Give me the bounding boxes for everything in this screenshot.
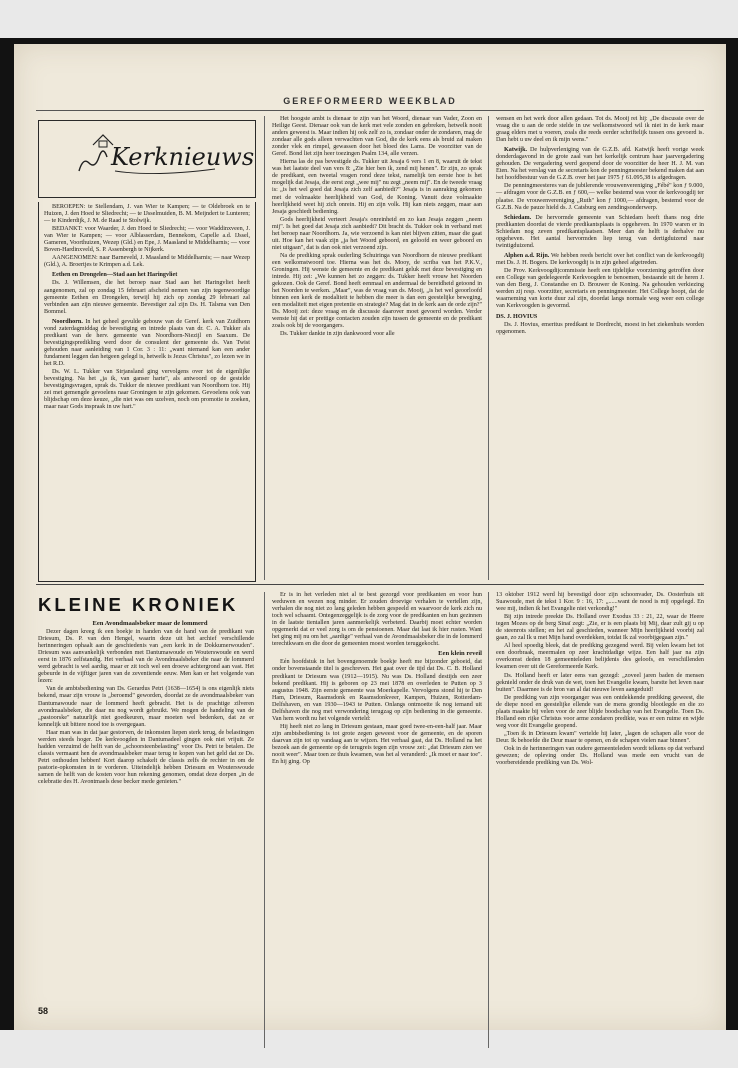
schiedam-text: De hervormde gemeente van Schiedam heeft thans nog drie predikanten doordat de vierde predikantsplaats is opgeheven. In 1970 waren er in Schiedam nog zeven predikantsplaatsen. Meer dan de helft is derhalve nu opgeheven. Het aantal hervormden liep terug van dertigduizend naar twintigduizend. xyxy=(496,214,704,249)
ordination-para-3: Gods heerlijkheid verteert Jesaja's onreinheid en zo kan Jesaja zeggen „neem mij". Is het goed dat Jesaja zich aanbiedt? Dit bracht ds. Tukker ook in verband met het beroep naar Noordhorn. Ja, wie verzoend is kan niet blijven zitten, maar die gaat uit. Hoe kan het vaak zijn „ja het Woord geboord, en geloofd en weer geboord en niet uitgaan", dat is dan ook niet verzoend zijn. xyxy=(272,216,482,251)
kroniek-para: Haar man was in dat jaar gestorven, de inkomsten liepen sterk terug, de belastingen werden steeds hoger. De kerkvoogden in Dantumadeel gingen ook niet vrijuit. Ze hadden verzuimd de helft van de „schoorsteenbelasting" voor Ds. Petri te betalen. De classis vermaant hen de avondmaalsbeker maar terug te kopen van het geld dat ze Ds. Petri onthouden hebben! Kort daarop schakelt de classis zelfs de rechter in om de pastorie-opkomsten in te vorderen. Uiteindelijk hebben Driesum en Wouterswoude samen de helft van de kosten voor hun rekening genomen, omdat deze dorpen „in de celebratie des H. Avontmaels dese becker mede genieten." xyxy=(38,729,254,786)
kroniek-para: Van de ambtsbediening van Ds. Gerardus Petri (1638—1654) is ons eigenlijk niets bekend, maar zijn vrouw is „beroemd" geworden, doordat ze de avondmaalsbeker van Dantumawoude naar de lommerd heeft gebracht. Het is de prachtige zilveren avondmaalsbeker, die daar nu nog wordt gebruikt. We mogen de handeling van de „pastoorske" natuurlijk niet goedkeuren, maar moeten wel bedenken, dat ze er kennelijk uit bittere nood toe is overgegaan. xyxy=(38,686,254,728)
hovius-heading: DS. J. HOVIUS xyxy=(496,314,538,321)
magazine-page xyxy=(14,44,726,1030)
beroepen-text: BEROEPEN: te Stellendam, J. van Wier te Kampen; — te Oldebroek en te Huizen, J. den Hoed te Sliedrecht; — te IJsselmuiden, B. M. Meijndert te Lunteren; — te Kinderdijk, J. M. de Raad te Stolwijk. xyxy=(44,204,250,225)
kerknieuws-column xyxy=(44,204,250,580)
eethen-text: Ds. J. Willemsen, die het beroep naar Stad aan het Haringvliet heeft aangenomen, zal op zondag 15 februari afscheid nemen van zijn tegenwoordige gemeente Eethen en Drongelen, terwijl hij zich op zondag 29 februari zal verbinden aan zijn nieuwe gemeente. Bevestiger zal zijn Ds. H. Talsma van Den Bommel. xyxy=(44,280,250,315)
hovius-text: Ds. J. Hovius, emeritus predikant te Dordrecht, moest in het ziekenhuis worden opgenomen. xyxy=(496,322,704,336)
katwijk-text: De hulpverleniging van de G.Z.B. afd. Katwijk heeft vorige week donderdagavond in de grote zaal van het kerkelijk centrum haar jaarvergadering gehouden. De vergadering werd geopend door de voorzitter de heer H. J. M. van Eten. Na het verslag van de secretaris kon de penningmeester bekend maken dat aan het hoofdbestuur van de G.Z.B. over het jaar 1975 ƒ 61.095,38 is afgedragen. xyxy=(496,147,704,182)
kroniek-para: Eén hoofdstuk in het bovengenoemde boekje heeft me bijzonder geboeid, dat onder bovenstaande titel is geschreven. Het gaat over de tijd dat Ds. C. B. Holland predikant te Driesum was (1912—1915). Nu was Ds. Holland destijds een zeer bekend predikant. Hij is geboren op 23 mei 1878 en overleden te Putten op 3 augustus 1948. Zijn eerste gemeente was Moerkapelle. Vervolgens stond hij te Den Ham, Driesum, Raamsdonk en Raamsdonkveer, Kampen, Huizen, Rotterdam-Delfshaven, en van 1930—1943 te Putten. Onlangs ontmoette ik nog iemand uit Delfshaven die nog met verwondering terugzag op zijn bediening in die gemeente. Van hem wordt nu het volgende verteld: xyxy=(272,659,482,722)
section-rule xyxy=(36,584,704,585)
ordination-column xyxy=(272,116,482,580)
kroniek-para: „Toen ik in Driesum kwam" vertelde hij later, „lagen de schapen alle voor de Deur. Ik behoefde die Deur maar te openen, en de schapen vielen naar binnen". xyxy=(496,730,704,744)
kroniek-para: De prediking van zijn voorganger was een ontdekkende prediking geweest, die de diepe nood en geestelijke ellende van de mens grondig blootlegde en die zo plaats maakte bij velen voor de zeer blijde boodschap van het Evangelie. Toen Ds. Holland een rijke Christus voor arme zondaren predikte, was er een ruime en wijde weg voor dit Evangelie geopend. xyxy=(496,694,704,729)
kroniek-para: 13 oktober 1912 werd hij bevestigd door zijn schoonvader, Ds. Oosterhuis uit Suawoude, met de tekst 1 Kor. 9 : 16, 17: „......want de nood is mij opgelegd. En wee mij, indien ik het Evangelie niet verkondig!" xyxy=(496,592,704,613)
ordination-para-2: Hierna las de pas bevestigde ds. Tukker uit Jesaja 6 vers 1 en 8, waaruit de tekst was het laatste deel van vers 8: „Zie hier ben ik, zend mij henen". Er zijn, zo sprak de predikant, een tweetal vragen rond deze tekst, namelijk ten eerste hoe is het mogelijk dat Jesaja, die eerst zegt „wee mij" nu zegt „neem mij". En de tweede vraag is: „is het wel goed dat Jesaja zich zelf aanbiedt?" Jesaja is in aanraking gekomen met de volmaakte heerlijkheid van God, de Koning. Vanuit deze volmaakte heerlijkheid weet hij zich onrein. Hij en zijn volk. Hij kan niets zeggen, maar aan Jesaja geschiedt bediening. xyxy=(272,159,482,215)
logo-text: Kerknieuws xyxy=(111,143,255,171)
kroniek-subtitle: Een Avondmaalsbeker maar de lommerd xyxy=(92,620,208,627)
alphen-text: We hebben reeds bericht over het conflict van de kerkvoogdij met Ds. J. H. Bogers. De kerkvoogdij is in zijn geheel afgetreden. xyxy=(496,252,704,266)
kroniek-para: Er is in het verleden niet al te best gezorgd voor predikanten en voor hun weduwen en wezen nog minder. Er zouden droevige verhalen te vertellen zijn, verhalen die nog niet zo lang geleden hebben gespeeld en waarvoor de kerk zich nu toch wel schaamt. Ontegenzeggelijk is de zorg voor de predikanten en hun gezinnen in de laatste tientallen jaren aanmerkelijk verbeterd. Daarbij moet echter worden opgemerkt dat er veel zorg is om de pensioenen. Maar dat laat ik hier rusten. Want het ging mij nu om het „aardige" verhaal van de Avondmaalsbeker die in de lommerd terechtkwam en die door de gemeenten moest worden teruggekocht. xyxy=(272,592,482,648)
mooij-reply-text: wensen en het werk door allen gedaan. Tot ds. Mooij rei hij: „De discussie over de vraag die u aan de orde stelde in uw welkomstwoord wil ik niet in de kerk maar graag elders met u voeren, zoals die reeds eerder schriftelijk tussen ons gevoerd is. Dan hebt u uw deel en ik mijn wens." xyxy=(496,116,704,144)
kroniek-para: Bij zijn intrede preekte Ds. Holland over Exodus 33 : 21, 22, waar de Heere tegen Mozes op de berg Sinaï zegt: „Zie, er is een plaats bij Mij, daar zult gij u op de steenrots stellen; en het zal geschieden, wanneer Mijn heerlijkheid voorbij zal gaan, zo zal Ik u met Mijn hand overdekken, totdat Ik zal voorbijgegaan zijn." xyxy=(496,614,704,642)
katwijk-text-2: De penningmeesteres van de jubilerende vrouwenvereniging „Fébé" kon ƒ 9.000,— afdragen voor de G.Z.B. en ƒ 600,— welke bestemd was voor de kerkvoogdij ter plaatse. De vrouwenvereniging „Ruth" kon ƒ 1000,— afdragen, bestemd voor de G.Z.B. Na de pauze hield ds. J. Catsburg een zendingsonderwerp. xyxy=(496,183,704,211)
running-title: GEREFORMEERD WEEKBLAD xyxy=(283,96,457,106)
column-divider xyxy=(264,592,265,1048)
column-divider xyxy=(264,116,265,580)
page-number: 58 xyxy=(38,1006,49,1016)
kerknieuws-logo-box xyxy=(38,120,256,198)
kroniek-title: KLEINE KRONIEK xyxy=(38,594,239,615)
alphen-heading: Alphen a.d. Rijn. xyxy=(504,252,550,259)
kroniek-column-3 xyxy=(496,592,704,1050)
bedankt-text: BEDANKT: voor Waarder, J. den Hoed te Sliedrecht; — voor Waddinxveen, J. van Wier te Kampen; — voor Alblasserdam, Bennekom, Capelle a.d. IJssel, Gameren, Voorthuizen, Wezep (Gld.) en Epe, J. Maasland te Middelharnis; — voor Boven-Hardinxveld, S. P. Assenbergh te Nijkerk. xyxy=(44,226,250,254)
katwijk-heading: Katwijk. xyxy=(504,147,528,154)
noordhorn-text: In het geheel gevulde gebouw van de Geref. kerk van Zuidhorn vond zaterdagmiddag de bevestiging en intrede plaats van dr. C. A. Tukker als predikant van de herv. gemeente van Noordhorn-Niezijl en Saaxum. De bevestigingspredikling werd door de consulent der gemeente ds. Van Twist gehouden naar aanleiding van 1 Cor. 3 : 11: „want niemand kan een ander fundament leggen dan hetgeen gelegd is, hetwelk is Jezus Christus", zo lezen we in het R.D. xyxy=(44,318,250,367)
ordination-para-4: Na de prediking sprak ouderling Schuiringa van Noordhorn de nieuwe predikant een welkomstwoord toe. Hierna was het ds. Mooy, de scriba van het P.K.V., Groningen. Hij wenste de gemeente en de predikant geluk met deze bevestiging en intrede. Hij zei: „We kunnen het zo zeggen: ds. Tukker heeft vrouw het Noorden gekozen. Ook de Geref. Bond heeft eenmaal en andermaal de bereidheid getoond in het Noorden te werken. „Maar", was de vraag van ds. Mooij, „is het wel geoorloofd binnen een kerk de modaliteit te hebben die meer is dan een geestelijke beweging, een modaliteit met eigen pretentie en strategie? Mag dat in de kerk aan de orde zijn?" Ds. Mooij zei: deze vraag en de discussie daarover moet gevoerd worden. Verder wenste hij dat er prettige contacten zouden zijn tussen de gemeente en de predikant zoals ook bij de voorgangers. xyxy=(272,252,482,330)
alphen-text-2: De Prov. Kerkvoogdijcommissie heeft een tijdelijke voorziening getroffen door een College van gedelegeerde Kerkvoogden te benoemen, bestaande uit de heren J. van den Berg, J. Constandse en D. Brouwer de Koning. Na gehouden verkiezing werden zij resp. voorzitter, secretaris en penningmeester. Het College hoopt, dat de waarneming van korte duur zal zijn, doordat langs normale weg weer een college van Kerkvoogden is gevormd. xyxy=(496,267,704,310)
kroniek-para: Ook in de herinneringen van oudere gemeenteleden wordt telkens op dat verband gewezen; de opleving onder Ds. Holland was mede een vrucht van de voorbereidende prediking van Ds. Wol- xyxy=(496,745,704,767)
kroniek-para: Dezer dagen kreeg ik een boekje in handen van de hand van de predikant van Driesum, Ds. P. van den Hengel, waarin deze uit het archief verschillende herinneringen ophaalt aan de geschiedenis van „een kerk in de Dokkumerwouden". Driesum was aanvankelijk verbonden met Dantumawoude en Wouterswoude en werd eerst in 1876 zelfstandig. Het verhaal van de Avondmaalsbeker die naar de lommerd werd gebracht is wel aardig, maar er zit toch wel een droeve achtergrond aan vast. Het gebeurde in de vijftiger jaren van de zeventiende eeuw. Men kan er het volgende van lezen: xyxy=(38,629,254,685)
kroniek-column-2 xyxy=(272,592,482,1050)
kroniek-subheading: Een klein reveil xyxy=(438,650,482,658)
kroniek-column-1 xyxy=(38,618,254,1050)
noordhorn-heading: Noordhorn. xyxy=(52,318,83,325)
schiedam-heading: Schiedam. xyxy=(504,214,532,221)
kroniek-para: Hij heeft niet zo lang in Driesum gestaan, maar goed twee-en-een-half jaar. Maar zijn ambtsbediening is tot grote zegen geweest voor de gemeente, en de sporen daarvan zijn tot op vandaag aan te wijzen. Het verhaal gaat, dat Ds. Holland na het bezoek aan de gemeente op de terugreis tegen zijn vrouw zei: „dat Driesum zien we nooit weer". Maar toen ze thuis kwamen, was het al veranderd: „Ik moet er naar toe". En hij ging. Op xyxy=(272,723,482,766)
aangenomen-text: AANGENOMEN: naar Barneveld, J. Maasland te Middelharnis; — naar Wezep (Gld.), A. Broertjes te Krimpen a.d. Lek. xyxy=(44,255,250,269)
column-divider xyxy=(488,592,489,1048)
column-divider xyxy=(488,116,489,580)
kroniek-para: Ds. Holland heeft er later eens van gezegd: „zoveel jaren baden de mensen geknield onder de druk van de wet, toen het Evangelie kwam, barstte het leven naar buiten". Daarmee is de bron van al dat nieuwe leven aangeduid! xyxy=(496,672,704,693)
kroniek-para: Al heel spoedig bleek, dat de prediking gezegend werd. Bij velen kwam het tot een doorbraak, meermalen op zeer krachtdadige wijze. Een half jaar na zijn overkomst deden 18 gemeenteleden belijdenis des geloofs, en verschillenden kwamen over uit de Gereformeerde Kerk. xyxy=(496,643,704,671)
noordhorn-text-2: Ds. W. L. Tukker van Sirjansland ging vervolgens over tot de eigenlijke bevestiging. Na het „ja ik, van ganser harte", als antwoord op de gestelde bevestigingsvragen, sprak ds. Tukker de nieuwe predikant van Noordhorn toe. Hij zei met gemengde gevoelens naar Groningen te zijn gekomen. Gevoelens ook van blijdschap om deze keuze, „die niet was om uzelven, noch om promotie te zoeken, maar naar Gods inspraak in uw hart." xyxy=(44,369,250,411)
eethen-heading: Eethen en Drongelen—Stad aan het Haringvliet xyxy=(52,272,178,279)
ordination-para-5: Ds. Tukker dankte in zijn dankwoord voor alle xyxy=(280,331,395,338)
kerknieuws-logo xyxy=(75,127,255,181)
ordination-para-1: Het hoogste ambt is dienaar te zijn van het Woord, dienaar van Vader, Zoon en Heilige Geest. Dienaar ook van de kerk met vele zonden en gebreken, hetwelk nooit anders geweest is. Maar indien hij ook zelf zo is, zondaar onder de zondaren, mag de zondaar alle gods alleen verwachten van God, die de kerk eens als bruid zal maken zonder vlek en rimpel, gewassen door het bloed des Lams. De voorzitter van de Geref. Bond liet zijn heer toezingen Psalm 134, alle verzen. xyxy=(272,116,482,158)
church-news-column xyxy=(496,116,704,580)
header-rule xyxy=(36,110,704,111)
